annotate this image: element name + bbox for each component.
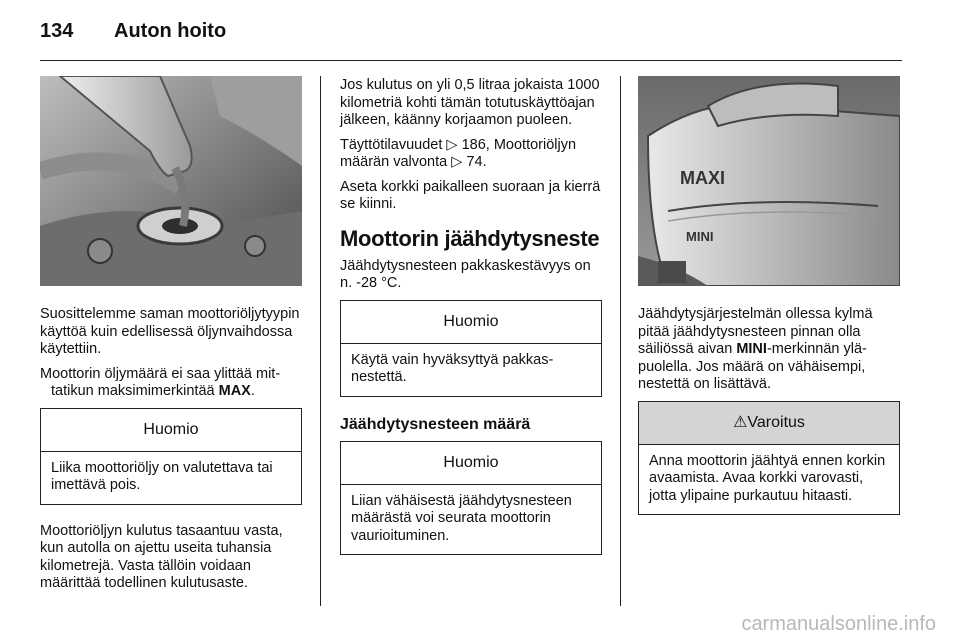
paragraph-oil-level: Moottorin öljymäärä ei saa ylittää mittatikun maksimimerkintää MAX. xyxy=(40,365,281,399)
tank-min-label: MINI xyxy=(686,229,714,244)
note-body: Liika moottoriöljy on valutettava tai imettävä pois. xyxy=(51,459,273,493)
coolant-reservoir-illustration xyxy=(638,76,900,286)
note-title: Huomio xyxy=(41,409,301,452)
note-body: Käytä vain hyväksyttyä pakkasnestettä. xyxy=(351,351,554,385)
watermark: carmanualsonline.info xyxy=(741,613,936,635)
note-title: Huomio xyxy=(341,301,601,344)
paragraph-workshop: Jos kulutus on yli 0,5 litraa jokaista 1000 kilometriä kohti tämän totutuskäyttöajan jälkeen, käänny korjaamon puoleen. xyxy=(340,77,600,128)
section-title-coolant: Moottorin jäähdytysneste xyxy=(340,225,600,251)
warning-triangle-icon: ⚠ xyxy=(733,413,748,431)
page-ref-arrow-icon: ▷ xyxy=(451,154,463,170)
link-oil-level-check[interactable]: 74 xyxy=(466,154,483,170)
column-divider-2 xyxy=(620,76,621,606)
paragraph-cap: Aseta korkki paikalleen suoraan ja kierrä se kiinni. xyxy=(340,178,601,212)
note-box-excess-oil xyxy=(40,408,302,505)
paragraph-coolant-level: Jäähdytysjärjestelmän ollessa kylmä pitää jäähdytysnesteen pinnan olla säiliössä aivan MINI-merkinnän yläpuolella. Jos määrä on vähäisempi, nestettä on lisättävä. xyxy=(638,306,873,392)
note-box-antifreeze xyxy=(340,300,602,397)
tank-max-label: MAXI xyxy=(680,168,725,188)
column-3 xyxy=(638,76,900,533)
note-box-low-coolant xyxy=(340,441,602,556)
oil-filling-illustration xyxy=(40,76,302,286)
mini-mark: MINI xyxy=(736,341,767,357)
paragraph-references: Täyttötilavuudet ▷ 186, Moottoriöljyn määrän valvonta ▷ 74. xyxy=(340,136,577,170)
paragraph-oil-consumption: Moottoriöljyn kulutus tasaantuu vasta, kun autolla on ajettu useita tuhansia kilometrejä. Vasta tällöin voidaan määrittää todellinen kulutusaste. xyxy=(40,522,283,591)
note-title: Huomio xyxy=(341,442,601,485)
column-2 xyxy=(340,77,602,573)
page-number: 134 xyxy=(40,20,74,42)
note-body: Liian vähäisestä jäähdytysnesteen määrästä voi seurata moottorin vaurioituminen. xyxy=(351,492,572,544)
page-header xyxy=(40,20,226,43)
chapter-title: Auton hoito xyxy=(114,20,227,42)
warning-box xyxy=(638,401,900,516)
warning-body: Anna moottorin jäähtyä ennen korkin avaamista. Avaa korkki varovasti, jotta ylipaine purkautuu hitaasti. xyxy=(649,452,886,504)
header-rule xyxy=(40,60,902,61)
column-1 xyxy=(40,76,302,600)
max-mark: MAX xyxy=(218,383,251,399)
page-ref-arrow-icon: ▷ xyxy=(446,136,458,153)
column-divider-1 xyxy=(320,76,321,606)
warning-title: ⚠Varoitus xyxy=(639,402,899,445)
paragraph-antifreeze: Jäähdytysnesteen pakkaskestävyys on n. -28 °C. xyxy=(340,257,591,291)
subsection-title-coolant-level: Jäähdytysnesteen määrä xyxy=(340,415,531,433)
paragraph-oil-type: Suosittelemme saman moottoriöljytyypin käyttöä kuin edellisessä öljynvaihdossa käytettiin. xyxy=(40,306,300,357)
link-capacities[interactable]: 186 xyxy=(461,136,486,153)
